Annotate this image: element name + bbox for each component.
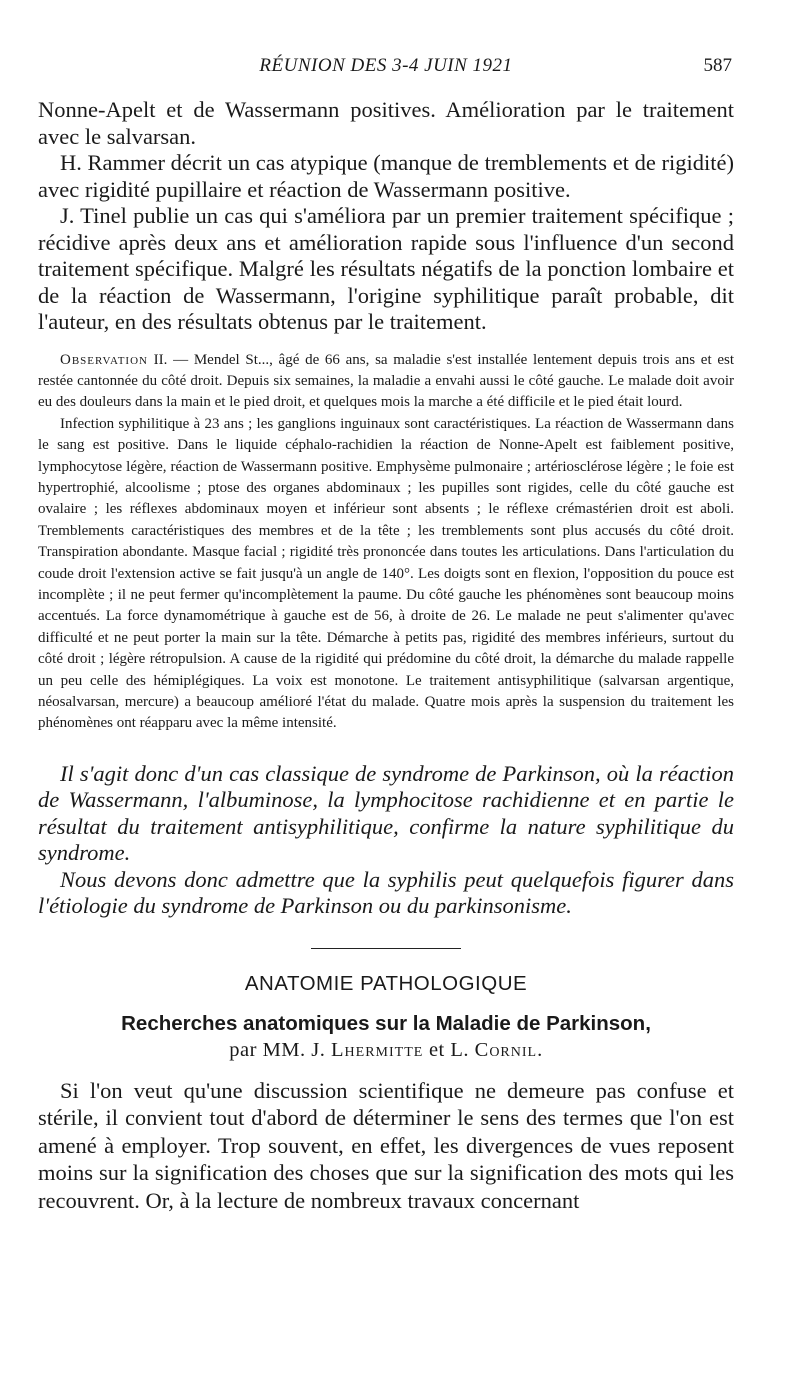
- byline-prefix: par MM. J.: [229, 1038, 332, 1061]
- article-body-paragraph: Si l'on veut qu'une discussion scientifique ne demeure pas confuse et stérile, il convient tout d'abord de déterminer le sens des termes que l'on est amené à employer. Trop souvent, en effet, les divergences de vues reposent moins sur la signification des choses que sur la signification des mots qui les recouvrent. Or, à la lecture de nombreux travaux concernant: [38, 1077, 734, 1213]
- observation-paragraph-2: Infection syphilitique à 23 ans ; les ganglions inguinaux sont caractéristiques. La réaction de Wassermann dans le sang est positive. Dans le liquide céphalo-rachidien la réaction de Nonne-Apelt est faiblement positive, lymphocytose légère, réaction de Wassermann positive. Emphysème pulmonaire ; artériosclérose légère ; le foie est hypertrophié, alcoolisme ; ptose des organes abdominaux ; les pupilles sont rigides, celle du côté gauche est ovalaire ; les réflexes abdominaux moyen et inférieur sont absents ; le réflexe crémastérien droit est aboli. Tremblements caractéristiques des membres et de la tête ; les tremblements sont plus accusés du côté droit. Transpiration abondante. Masque facial ; rigidité très prononcée dans toutes les articulations. Dans l'articulation du coude droit l'extension active se fait jusqu'à un angle de 140°. Les doigts sont en flexion, l'opposition du pouce est incomplète ; il ne peut fermer qu'incomplètement la paume. Du côté gauche les phénomènes sont beaucoup moins accentués. La force dynamométrique à gauche est de 56, à droite de 26. Le malade ne peut s'alimenter qu'avec difficulté et ne peut porter la main sur la tête. Démarche à petits pas, rigidité des membres inférieurs, surtout du côté droit ; légère rétropulsion. A cause de la rigidité qui prédomine du côté droit, la démarche du malade rappelle un peu celle des hémiplégiques. La voix est monotone. Le traitement antisyphilitique (salvarsan argentique, néosalvarsan, mercure) a beaucoup amélioré l'état du malade. Quatre mois après la suspension du traitement les phénomènes ont réapparu avec la même intensité.: [38, 415, 734, 732]
- section-divider: [311, 948, 461, 949]
- conclusion-paragraph-2: Nous devons donc admettre que la syphilis peut quelquefois figurer dans l'étiologie du syndrome de Parkinson ou du parkinsonisme.: [38, 866, 734, 919]
- conclusion-paragraph-1: Il s'agit donc d'un cas classique de syndrome de Parkinson, où la réaction de Wassermann, l'albuminose, la lymphocitose rachidienne et en partie le résultat du traitement antisyphilitique, confirme la nature syphilitique du syndrome.: [38, 760, 734, 866]
- observation-label: Observation: [60, 351, 148, 368]
- section-heading: ANATOMIE PATHOLOGIQUE: [244, 971, 528, 995]
- intro-paragraph-1: Nonne-Apelt et de Wassermann positives. Amélioration par le traitement avec le salvarsan.: [38, 97, 734, 149]
- page-body: [38, 97, 734, 1214]
- observation-text-1: II. — Mendel St..., âgé de 66 ans, sa maladie s'est installée lentement depuis trois ans et est restée cantonnée du côté droit. Depuis six semaines, la maladie a envahi aussi le côté gauche. Le malade doit avoir eu des douleurs dans la main et le pied droit, et quelques mois la marche a été difficile et le pied était lourd.: [38, 351, 734, 411]
- author-lhermitte: Lhermitte: [331, 1038, 424, 1061]
- observation-block: [38, 350, 734, 735]
- byline-mid: et L.: [423, 1038, 475, 1061]
- conclusion-block: [38, 761, 734, 920]
- author-cornil: Cornil: [474, 1038, 538, 1061]
- article-byline: [38, 1037, 734, 1063]
- intro-paragraph-2: H. Rammer décrit un cas atypique (manque de tremblements et de rigidité) avec rigidité pupillaire et réaction de Wassermann positive.: [38, 150, 734, 202]
- observation-paragraph-1: [38, 350, 734, 414]
- page-number: 587: [703, 55, 732, 76]
- article-title: Recherches anatomiques sur la Maladie de Parkinson,: [121, 1011, 651, 1035]
- running-title: RÉUNION DES 3-4 JUIN 1921: [259, 55, 513, 76]
- byline-suffix: .: [537, 1038, 543, 1061]
- intro-paragraph-3: J. Tinel publie un cas qui s'améliora par un premier traitement spécifique ; récidive après deux ans et amélioration rapide sous l'influence d'un second traitement spécifique. Malgré les résultats négatifs de la ponction lombaire et de la réaction de Wassermann, l'origine syphilitique paraît probable, dit l'auteur, en des résultats obtenus par le traitement.: [38, 203, 734, 334]
